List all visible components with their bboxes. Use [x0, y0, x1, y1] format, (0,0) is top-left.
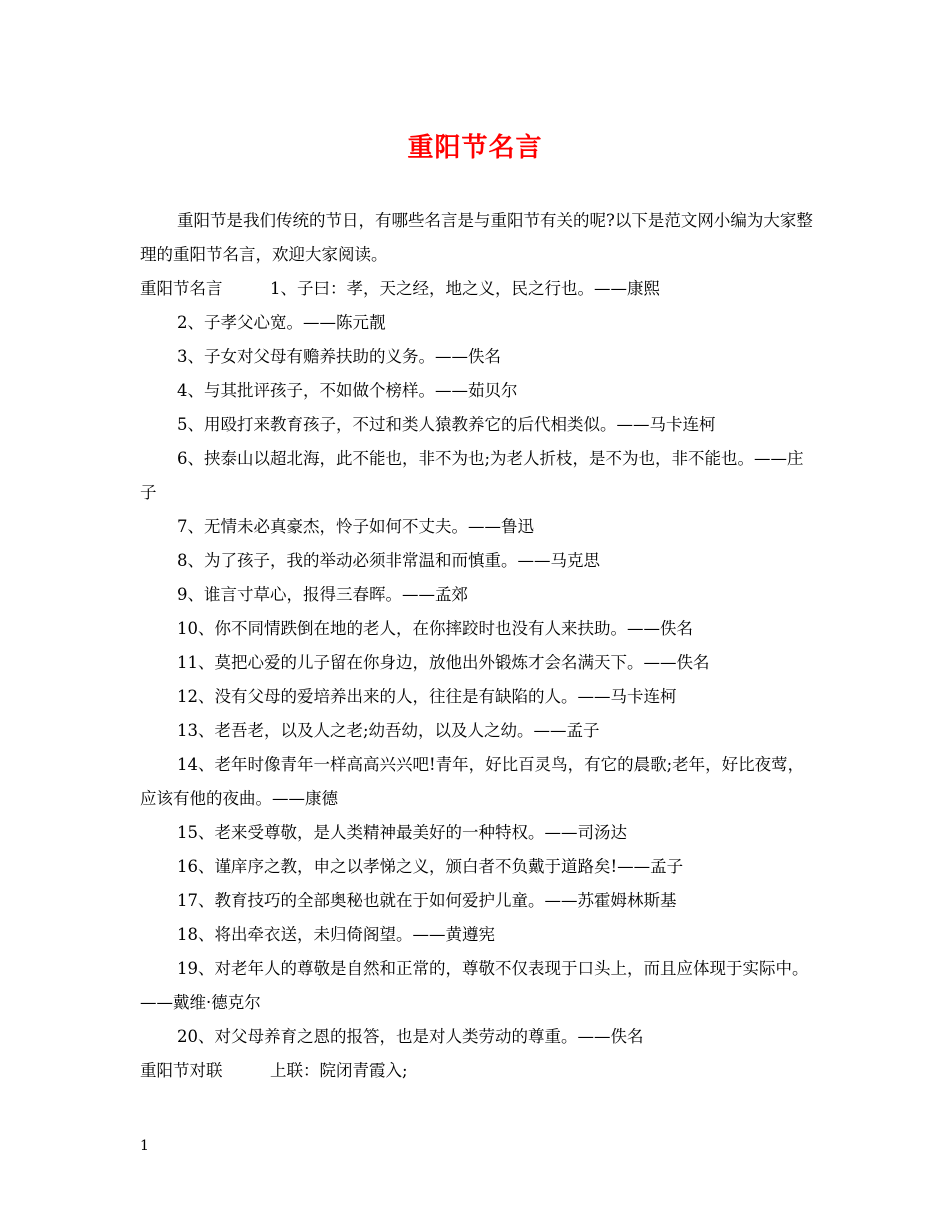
quote-item-1: 1、子曰：孝，天之经，地之义，民之行也。——康熙 [270, 279, 660, 298]
quote-item-15: 15、老来受尊敬，是人类精神最美好的一种特权。——司汤达 [177, 823, 627, 842]
quote-item-20: 20、对父母养育之恩的报答，也是对人类劳动的尊重。——佚名 [177, 1027, 644, 1046]
quote-item-11: 11、莫把心爱的儿子留在你身边，放他出外锻炼才会名满天下。——佚名 [177, 653, 710, 672]
quote-item-12: 12、没有父母的爱培养出来的人，往往是有缺陷的人。——马卡连柯 [177, 687, 677, 706]
section-quotes-line [140, 272, 820, 306]
page-number: 1 [140, 1138, 149, 1154]
quote-item-2: 2、子孝父心宽。——陈元靓 [177, 313, 386, 332]
section-label-couplet: 重阳节对联 [140, 1061, 223, 1080]
quote-item-14: 14、老年时像青年一样高高兴兴吧!青年，好比百灵鸟，有它的晨歌;老年，好比夜莺，应该有他的夜曲。——康德 [140, 755, 805, 808]
quote-item-13: 13、老吾老，以及人之老;幼吾幼，以及人之幼。——孟子 [177, 721, 600, 740]
couplet-first-line: 上联：院闭青霞入; [270, 1061, 408, 1080]
page-title: 重阳节名言 [407, 133, 543, 163]
quote-item-6: 6、挟泰山以超北海，此不能也，非不为也;为老人折枝，是不为也，非不能也。——庄子 [140, 449, 804, 502]
section-label-quotes: 重阳节名言 [140, 279, 223, 298]
quote-item-5: 5、用殴打来教育孩子，不过和类人猿教养它的后代相类似。——马卡连柯 [177, 415, 716, 434]
quote-item-18: 18、将出牵衣送，未归倚阁望。——黄遵宪 [177, 925, 495, 944]
intro-paragraph: 重阳节是我们传统的节日，有哪些名言是与重阳节有关的呢?以下是范文网小编为大家整理的重阳节名言，欢迎大家阅读。 [140, 211, 813, 264]
quote-item-16: 16、谨庠序之教，申之以孝悌之义，颁白者不负戴于道路矣!——孟子 [177, 857, 684, 876]
quote-item-8: 8、为了孩子，我的举动必须非常温和而慎重。——马克思 [177, 551, 600, 570]
section-couplet-line [140, 1054, 820, 1088]
quote-item-17: 17、教育技巧的全部奥秘也就在于如何爱护儿童。——苏霍姆林斯基 [177, 891, 677, 910]
quote-item-9: 9、谁言寸草心，报得三春晖。——孟郊 [177, 585, 468, 604]
quote-item-19: 19、对老年人的尊敬是自然和正常的，尊敬不仅表现于口头上，而且应体现于实际中。——戴维·德克尔 [140, 959, 809, 1012]
quote-item-3: 3、子女对父母有赡养扶助的义务。——佚名 [177, 347, 501, 366]
quote-item-10: 10、你不同情跌倒在地的老人，在你摔跤时也没有人来扶助。——佚名 [177, 619, 693, 638]
quote-item-4: 4、与其批评孩子，不如做个榜样。——茹贝尔 [177, 381, 518, 400]
document-body [140, 204, 820, 1088]
quote-item-7: 7、无情未必真豪杰，怜子如何不丈夫。——鲁迅 [177, 517, 534, 536]
